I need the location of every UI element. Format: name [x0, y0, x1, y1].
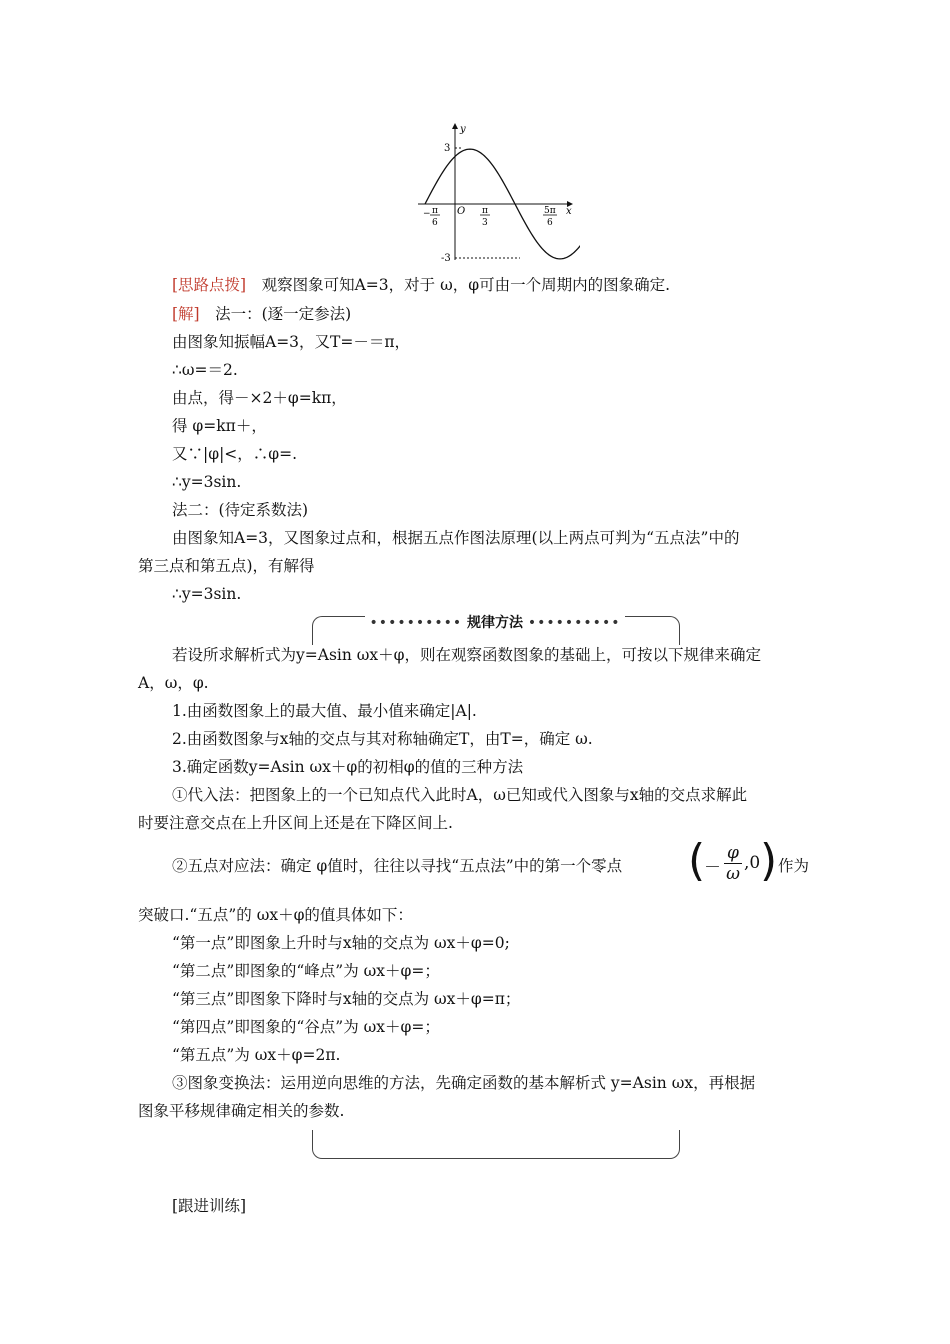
y-max-label: 3: [444, 143, 451, 154]
text-line: ∴y=3sin.: [172, 473, 242, 491]
method-line: 突破口.“五点”的 ωx＋φ的值具体如下：: [138, 906, 413, 924]
x-tick-5pi-6: [543, 206, 557, 228]
text-line: ∴ω=＝2.: [172, 361, 238, 379]
text-line: 由图象知振幅A=3，又T=－＝π，: [172, 333, 411, 351]
text-line: 由图象知A=3，又图象过点和，根据五点作图法原理(以上两点可判为“五点法”中的: [172, 529, 740, 547]
method-line: 作为: [778, 857, 810, 875]
method-line: “第四点”即图象的“谷点”为 ωx＋φ=；: [172, 1018, 440, 1036]
origin-label: O: [457, 206, 466, 217]
method-line: 图象平移规律确定相关的参数.: [138, 1102, 345, 1120]
text-line: 第三点和第五点)，有解得: [138, 557, 315, 575]
sine-graph: [410, 118, 580, 266]
solution-tag: [解]: [172, 305, 200, 323]
method-line: 1.由函数图象上的最大值、最小值来确定|A|.: [172, 702, 477, 720]
method-line: “第五点”为 ωx＋φ=2π.: [172, 1046, 341, 1064]
svg-text:6: 6: [432, 218, 438, 228]
svg-text:3: 3: [482, 218, 488, 228]
method-box-title: •••••••••• 规律方法 ••••••••••: [365, 612, 625, 632]
svg-text:π: π: [432, 206, 438, 216]
x-label: x: [566, 206, 572, 217]
svg-text:−: −: [423, 209, 431, 219]
text-line: 得 φ=kπ＋，: [172, 417, 267, 435]
method-line: ①代入法：把图象上的一个已知点代入此时A，ω已知或代入图象与x轴的交点求解此: [172, 786, 748, 804]
text-line: ∴y=3sin.: [172, 585, 242, 603]
method-line: 3.确定函数y=Asin ωx＋φ的初相φ的值的三种方法: [172, 758, 524, 776]
method-line: ②五点对应法：确定 φ值时，往往以寻找“五点法”中的第一个零点: [172, 857, 623, 875]
method-line: “第一点”即图象上升时与x轴的交点为 ωx＋φ=0;: [172, 934, 510, 952]
text-line: 由点，得－×2＋φ=kπ，: [172, 389, 347, 407]
y-label: y: [460, 124, 466, 135]
text-line: 又∵|φ|<，∴φ=.: [172, 445, 298, 463]
method-line: “第三点”即图象下降时与x轴的交点为 ωx＋φ=π；: [172, 990, 521, 1008]
x-tick-pi-3: [480, 206, 490, 228]
method-line: 时要注意交点在上升区间上还是在下降区间上.: [138, 814, 453, 832]
method-line: ③图象变换法：运用逆向思维的方法，先确定函数的基本解析式 y=Asin ωx，再根据: [172, 1074, 756, 1092]
zero-point-formula: ( － $\frac{\varphi}{\omega}$ ,0 ): [688, 835, 778, 886]
hint-tag: [思路点拨]: [172, 276, 247, 294]
text-line: 法二：(待定系数法): [172, 501, 309, 519]
follow-up-heading: [跟进训练]: [172, 1197, 247, 1215]
svg-text:6: 6: [547, 218, 553, 228]
method-line: 若设所求解析式为y=Asin ωx＋φ，则在观察函数图象的基础上，可按以下规律来确定: [172, 646, 761, 664]
y-min-label: -3: [441, 253, 451, 264]
method-box-bottom: [312, 1130, 680, 1159]
solution-line: [解] 法一：(逐一定参法): [172, 305, 352, 323]
svg-text:π: π: [482, 206, 488, 216]
svg-text:5π: 5π: [544, 206, 556, 216]
method-line: 2.由函数图象与x轴的交点与其对称轴确定T，由T=，确定 ω.: [172, 730, 593, 748]
hint-line: [思路点拨] 观察图象可知A=3，对于 ω，φ可由一个周期内的图象确定.: [172, 276, 670, 294]
x-tick-neg-pi-6: [423, 206, 440, 228]
method-line: A，ω，φ.: [138, 674, 209, 692]
method-line: “第二点”即图象的“峰点”为 ωx＋φ=；: [172, 962, 440, 980]
